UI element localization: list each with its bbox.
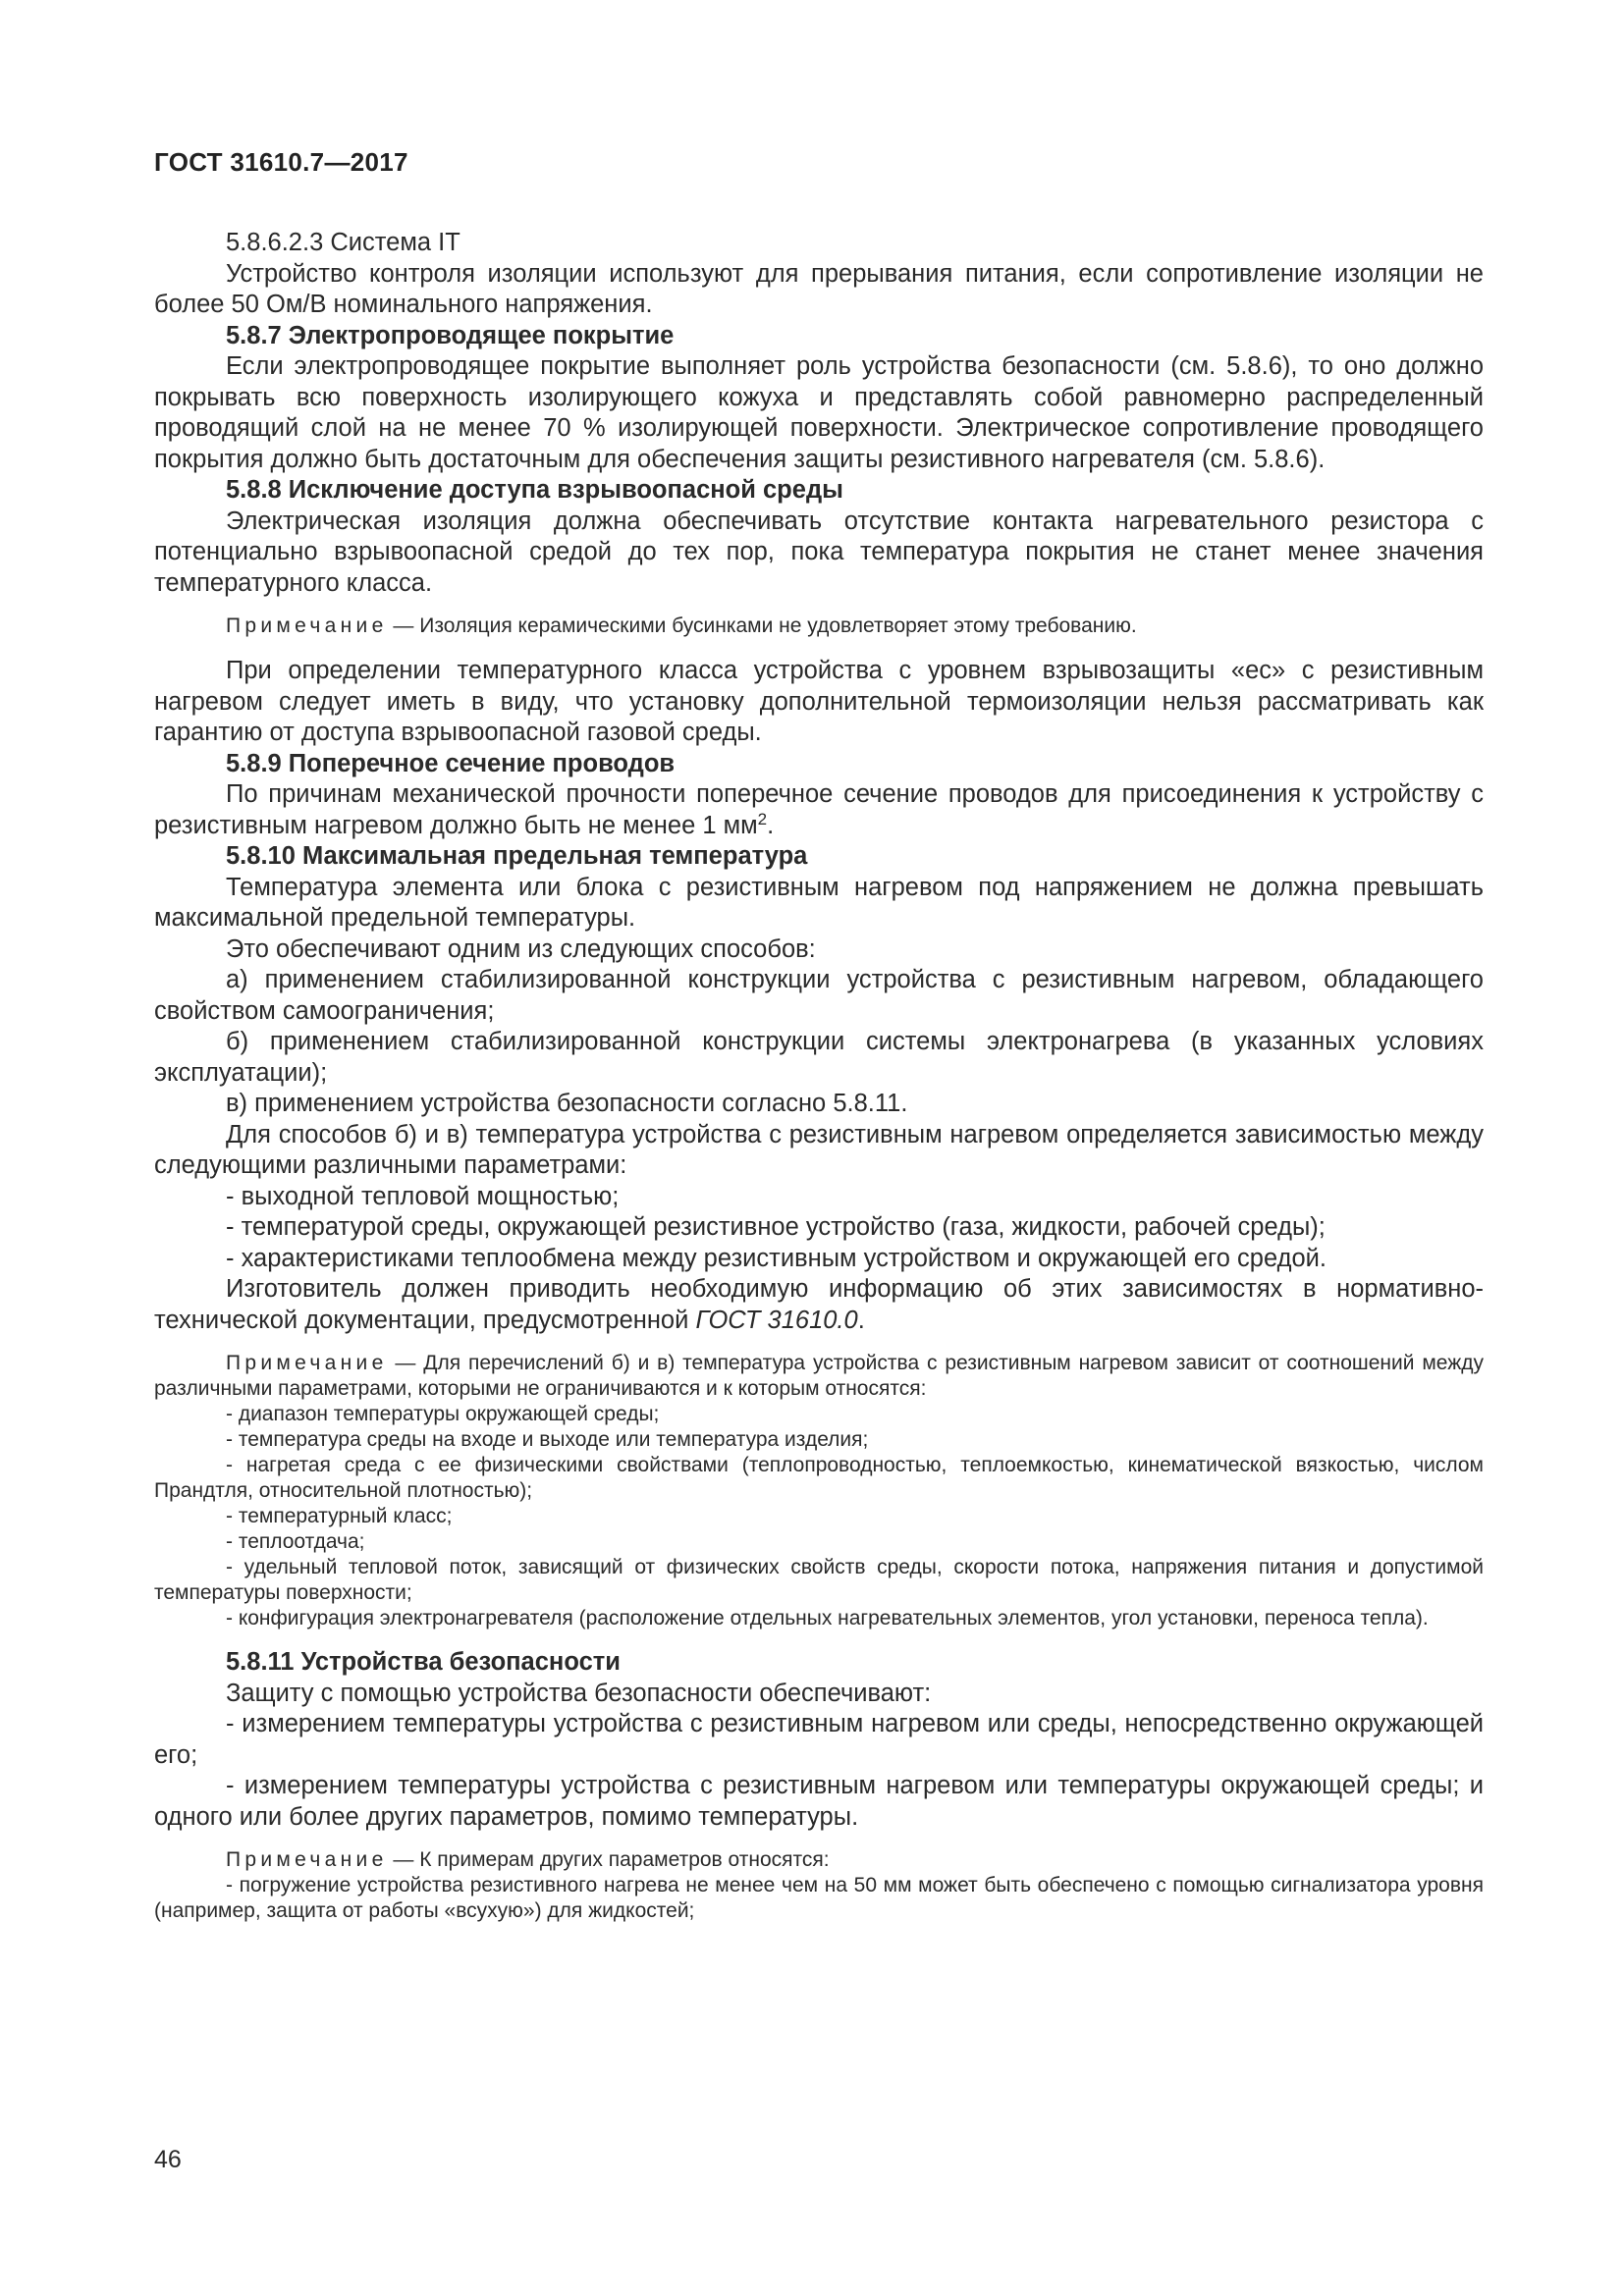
note-list-item: - температура среды на входе и выходе или температура изделия; bbox=[226, 1428, 869, 1451]
document-header: ГОСТ 31610.7—2017 bbox=[154, 147, 408, 177]
note-list-item: - нагретая среда с ее физическими свойствами (теплопроводностью, теплоемкостью, кинематической вязкостью, числом Прандтля, относительной плотностью); bbox=[154, 1454, 1484, 1502]
paragraph bbox=[154, 1274, 1484, 1336]
list-item: - температурой среды, окружающей резистивное устройство (газа, жидкости, рабочей среды); bbox=[226, 1213, 1326, 1241]
list-item: - характеристиками теплообмена между резистивным устройством и окружающей его средой. bbox=[226, 1244, 1326, 1272]
page-number: 46 bbox=[154, 2146, 182, 2173]
paragraph: Если электропроводящее покрытие выполняет роль устройства безопасности (см. 5.8.6), то оно должно покрывать всю поверхность изолирующего кожуха и представлять собой равномерно распределенный проводящий слой на не менее 70 % изолирующей поверхности. Электрическое сопротивление проводящего покрытия должно быть достаточным для обеспечения защиты резистивного нагревателя (см. 5.8.6). bbox=[154, 352, 1484, 473]
note-2-intro bbox=[154, 1351, 1484, 1402]
paragraph bbox=[154, 779, 1484, 841]
paragraph-text: Изготовитель должен приводить необходимую информацию об этих зависимостях в нормативно-технической документации, предусмотренной bbox=[154, 1275, 1484, 1334]
superscript: 2 bbox=[757, 809, 768, 828]
section-heading-5-8-9: 5.8.9 Поперечное сечение проводов bbox=[226, 749, 676, 777]
standard-reference: ГОСТ 31610.0 bbox=[695, 1306, 858, 1334]
note-label: Примечание bbox=[226, 614, 388, 637]
paragraph: Температура элемента или блока с резистивным нагревом под напряжением не должна превышать максимальной предельной температуры. bbox=[154, 873, 1484, 932]
section-heading-5-8-8: 5.8.8 Исключение доступа взрывоопасной среды bbox=[226, 476, 843, 504]
list-item: - выходной тепловой мощностью; bbox=[226, 1182, 620, 1210]
note-dash: — bbox=[387, 614, 420, 637]
paragraph: При определении температурного класса устройства с уровнем взрывозащиты «ес» с резистивным нагревом следует иметь в виду, что установку дополнительной термоизоляции нельзя рассматривать как гарантию от доступа взрывоопасной газовой среды. bbox=[154, 657, 1484, 746]
paragraph-end: . bbox=[767, 811, 775, 839]
note-list-item: - конфигурация электронагревателя (расположение отдельных нагревательных элементов, угол установки, переноса тепла). bbox=[226, 1607, 1429, 1629]
note-2 bbox=[154, 1351, 1484, 1631]
document-body bbox=[154, 228, 1484, 1924]
paragraph: Устройство контроля изоляции используют для прерывания питания, если сопротивление изоляции не более 50 Ом/В номинального напряжения. bbox=[154, 259, 1484, 318]
paragraph-end: . bbox=[857, 1306, 865, 1334]
note-label: Примечание bbox=[226, 1848, 388, 1871]
list-item: - измерением температуры устройства с резистивным нагревом или среды, непосредственно окружающей его; bbox=[154, 1710, 1484, 1769]
note-text: К примерам других параметров относятся: bbox=[419, 1848, 830, 1871]
note-dash: — bbox=[387, 1352, 424, 1374]
section-heading-5-8-7: 5.8.7 Электропроводящее покрытие bbox=[226, 321, 675, 349]
note-text: Для перечислений б) и в) температура устройства с резистивным нагревом зависит от соотношений между различными параметрами, которыми не ограничиваются и к которым относятся: bbox=[154, 1352, 1485, 1400]
paragraph-text: По причинам механической прочности поперечное сечение проводов для присоединения к устройству с резистивным нагревом должно быть не менее 1 мм bbox=[154, 780, 1484, 839]
section-heading-5-8-10: 5.8.10 Максимальная предельная температура bbox=[226, 842, 808, 870]
note-text: Изоляция керамическими бусинками не удовлетворяет этому требованию. bbox=[419, 614, 1137, 637]
section-heading-5-8-11: 5.8.11 Устройства безопасности bbox=[226, 1648, 621, 1676]
note-list-item: - температурный класс; bbox=[226, 1505, 453, 1527]
paragraph: Для способов б) и в) температура устройства с резистивным нагревом определяется зависимостью между следующими различными параметрами: bbox=[154, 1120, 1484, 1179]
note-list-item: - диапазон температуры окружающей среды; bbox=[226, 1403, 660, 1425]
paragraph: Это обеспечивают одним из следующих способов: bbox=[226, 934, 816, 963]
note-3-intro bbox=[154, 1847, 1484, 1873]
note-1 bbox=[154, 614, 1484, 639]
list-item: - измерением температуры устройства с резистивным нагревом или температуры окружающей среды; и одного или более других параметров, помимо температуры. bbox=[154, 1772, 1484, 1831]
note-list-item: - теплоотдача; bbox=[226, 1530, 365, 1553]
paragraph: Защиту с помощью устройства безопасности обеспечивают: bbox=[226, 1679, 932, 1707]
note-list-item: - погружение устройства резистивного нагрева не менее чем на 50 мм может быть обеспечено с помощью сигнализатора уровня (например, защита от работы «всухую») для жидкостей; bbox=[154, 1874, 1484, 1922]
note-dash: — bbox=[387, 1848, 420, 1871]
note-3 bbox=[154, 1847, 1484, 1924]
list-item: а) применением стабилизированной конструкции устройства с резистивным нагревом, обладающего свойством самоограничения; bbox=[154, 966, 1484, 1025]
paragraph: Электрическая изоляция должна обеспечивать отсутствие контакта нагревательного резистора с потенциально взрывоопасной средой до тех пор, пока температура покрытия не станет менее значения температурного класса. bbox=[154, 507, 1484, 597]
note-label: Примечание bbox=[226, 1352, 388, 1374]
note-list-item: - удельный тепловой поток, зависящий от физических свойств среды, скорости потока, напряжения питания и допустимой температуры поверхности; bbox=[154, 1556, 1484, 1604]
list-item: б) применением стабилизированной конструкции системы электронагрева (в указанных условиях эксплуатации); bbox=[154, 1028, 1484, 1087]
paragraph-clause-5-8-6-2-3: 5.8.6.2.3 Система IT bbox=[226, 229, 460, 256]
list-item: в) применением устройства безопасности согласно 5.8.11. bbox=[226, 1090, 908, 1117]
